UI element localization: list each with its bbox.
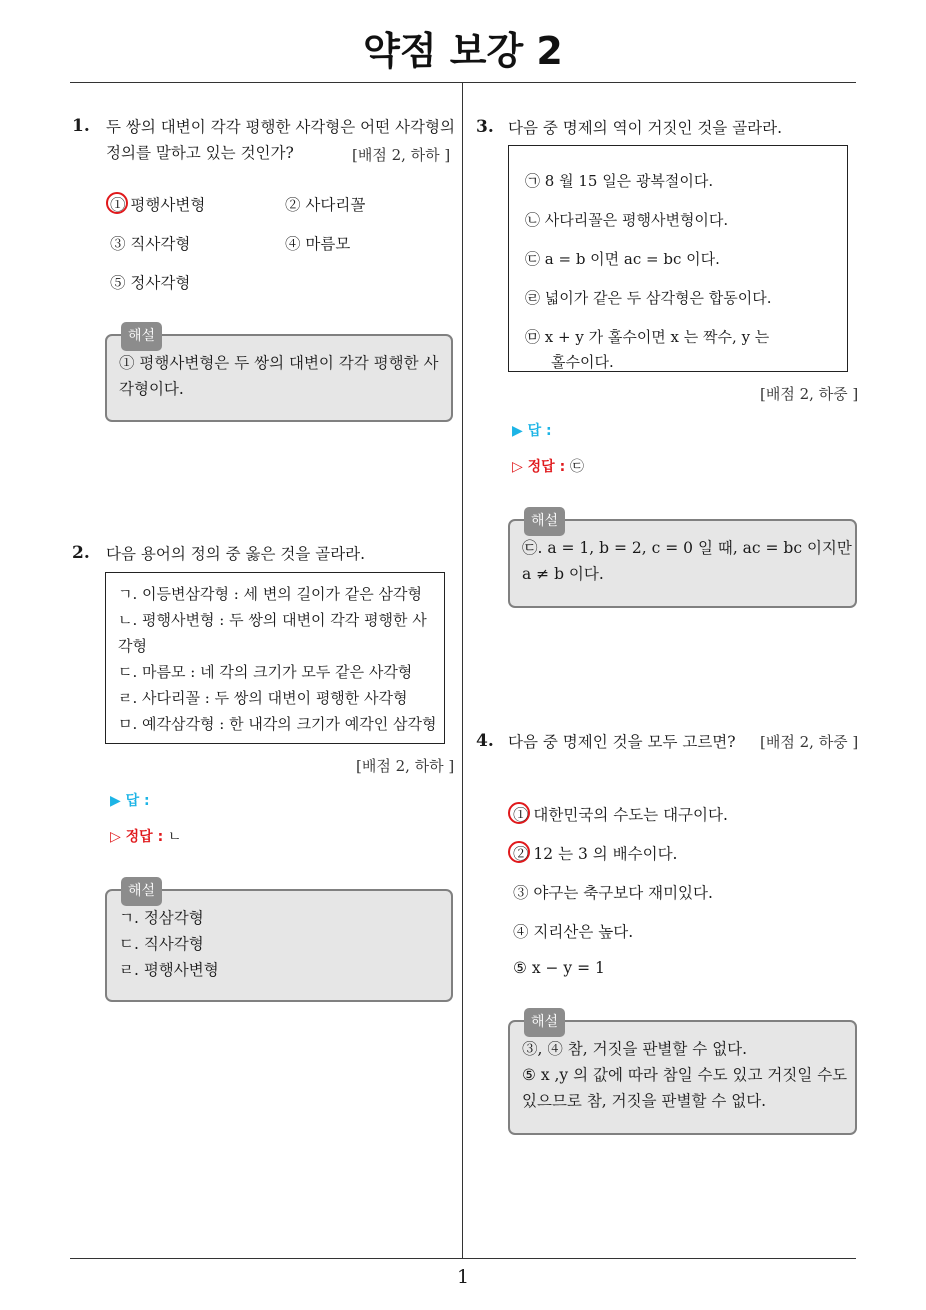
explanation-box [105, 328, 453, 422]
explanation-tag: 해설 [121, 322, 162, 351]
choice-1[interactable]: ① 대한민국의 수도는 대구이다. [513, 806, 728, 824]
choice-4[interactable]: ④ 마름모 [285, 235, 351, 253]
footer-rule [70, 1258, 856, 1259]
explanation-text: ㄱ. 정삼각형 ㄷ. 직사각형 ㄹ. 평행사변형 [119, 909, 219, 979]
explanation-tag: 해설 [524, 507, 565, 536]
explanation-text: ③, ④ 참, 거짓을 판별할 수 없다. ⑤ x ,y 의 값에 따라 참일 수도 있고 거짓일 수도 있으므로 참, 거짓을 판별할 수 없다. [522, 1040, 848, 1110]
question-text: 다음 중 명제의 역이 거짓인 것을 골라라. [508, 119, 783, 137]
question-text: 다음 용어의 정의 중 옳은 것을 골라라. [106, 545, 366, 563]
column-divider [462, 82, 463, 1259]
question-number: 4. [476, 731, 494, 751]
explanation-text: ㉢. a = 1, b = 2, c = 0 일 때, ac = bc 이지만 a ≠ b 이다. [522, 539, 852, 583]
choice-1[interactable]: ① 평행사변형 [110, 196, 206, 214]
page-number: 1 [456, 1266, 470, 1288]
explanation-text: ① 평행사변형은 두 쌍의 대변이 각각 평행한 사 각형이다. [119, 354, 439, 398]
choice-5[interactable]: ⑤ x − y = 1 [513, 959, 605, 977]
header-rule [70, 82, 856, 83]
choice-3[interactable]: ③ 야구는 축구보다 재미있다. [513, 884, 713, 902]
question-number: 2. [72, 543, 90, 563]
proposition-box: ㉠ 8 월 15 일은 광복절이다. ㉡ 사다리꼴은 평행사변형이다. ㉢ a = b 이면 ac = bc 이다. ㉣ 넓이가 같은 두 삼각형은 합동이다. ㉤ x + y 가 홀수이면 x 는 짝수, y 는 홀수이다. [508, 145, 848, 372]
choice-3[interactable]: ③ 직사각형 [110, 235, 191, 253]
explanation-box [508, 513, 857, 608]
choice-5[interactable]: ⑤ 정사각형 [110, 274, 191, 292]
score-label: [배점 2, 하중 ] [760, 733, 859, 751]
choice-2[interactable]: ② 사다리꼴 [285, 196, 366, 214]
question-text: 다음 중 명제인 것을 모두 고르면? [508, 733, 736, 751]
answer-field[interactable]: ▶ 답 : [110, 793, 150, 809]
explanation-box [105, 883, 453, 1002]
answer-field[interactable]: ▶ 답 : [512, 423, 552, 439]
correct-answer: ▷ 정답 : ㉢ [512, 459, 585, 475]
correct-answer: ▷ 정답 : ㄴ [110, 829, 182, 845]
choice-2[interactable]: ② 12 는 3 의 배수이다. [513, 845, 678, 863]
question-number: 1. [72, 116, 90, 136]
question-number: 3. [476, 117, 494, 137]
choice-4[interactable]: ④ 지리산은 높다. [513, 923, 634, 941]
explanation-tag: 해설 [121, 877, 162, 906]
explanation-tag: 해설 [524, 1008, 565, 1037]
score-label: [배점 2, 하중 ] [760, 385, 859, 403]
score-label: [배점 2, 하하 ] [352, 146, 451, 164]
page-title: 약점 보강 2 [363, 29, 563, 73]
definition-box: ㄱ. 이등변삼각형 : 세 변의 길이가 같은 삼각형 ㄴ. 평행사변형 : 두 쌍의 대변이 각각 평행한 사 각형 ㄷ. 마름모 : 네 각의 크기가 모두 같은 사각형 ㄹ. 사다리꼴 : 두 쌍의 대변이 평행한 사각형 ㅁ. 예각삼각형 : 한 내각의 크기가 예각인 삼각형 [105, 572, 445, 744]
score-label: [배점 2, 하하 ] [356, 757, 455, 775]
explanation-box [508, 1014, 857, 1135]
question-text: 두 쌍의 대변이 각각 평행한 사각형은 어떤 사각형의 정의를 말하고 있는 것인가? [106, 118, 455, 162]
